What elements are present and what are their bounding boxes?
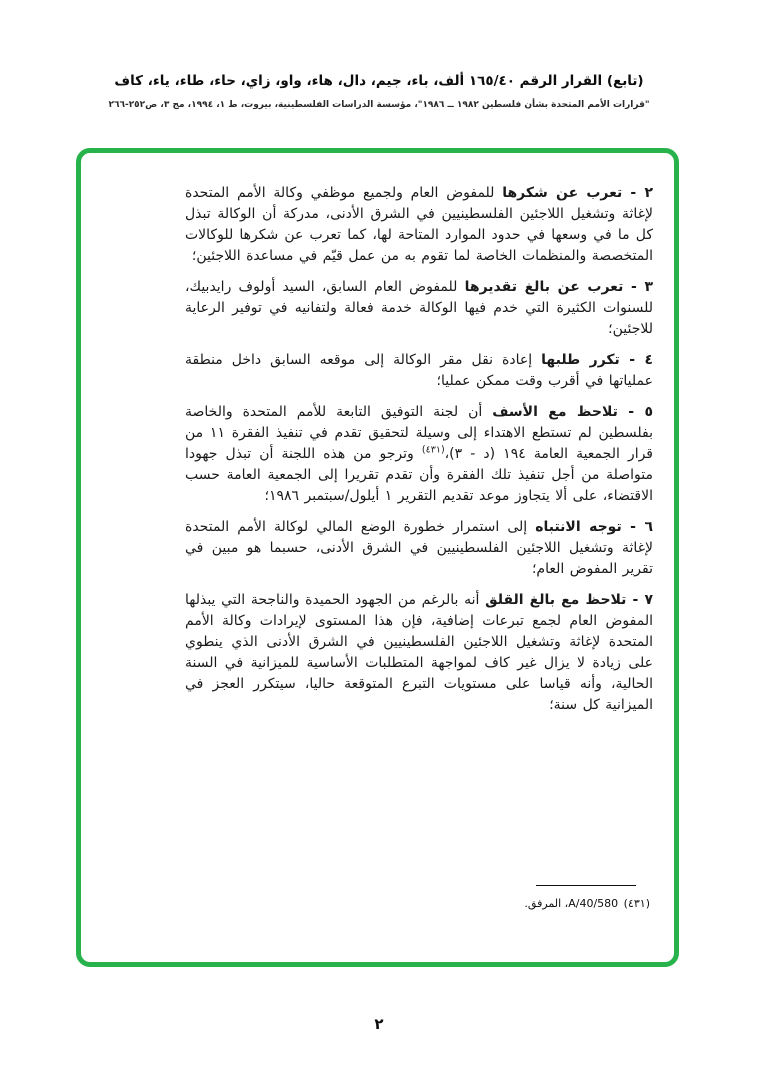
footnote-reference: (٤٣١) bbox=[421, 444, 445, 456]
resolution-title: (تابع) القرار الرقم ١٦٥/٤٠ ألف، باء، جيم، دال، هاء، واو، زاي، حاء، طاء، ياء، كاف bbox=[114, 73, 644, 89]
resolution-paragraph: ٧ - تلاحظ مع بالغ القلق أنه بالرغم من الجهود الحميدة والناجحة التي يبذلها المفوض العام لجمع تبرعات إضافية، فإن هذا المستوى لإيرادات وكالة الأمم المتحدة لإغاثة وتشغيل اللاجئين الفلسطينيين في الشرق الأدنى الذي ينطوي على زيادة لا يزال غير كاف لمواجهة المتطلبات الأساسية للميزانية في السنة الحالية، وأنه قياسا على مستويات التبرع المتوقعة حاليا، سيتكرر العجز في الميزانية كل سنة؛ bbox=[185, 592, 653, 713]
resolution-paragraph: ٣ - تعرب عن بالغ تقديرها للمفوض العام السابق، السيد أولوف رايدبيك، للسنوات الكثيرة التي خدم فيها الوكالة خدمة فعالة ولتفانيه في توفير الرعاية للاجئين؛ bbox=[185, 279, 653, 337]
page-number: ٢ bbox=[374, 1015, 384, 1033]
footnote-marker: (٤٣١) bbox=[623, 897, 650, 910]
footnote-document-symbol: A/40/580، المرفق. bbox=[524, 897, 619, 910]
resolution-paragraph: ٢ - تعرب عن شكرها للمفوض العام ولجميع موظفي وكالة الأمم المتحدة لإغاثة وتشغيل اللاجئين الفلسطينيين في الشرق الأدنى، مدركة أن الوكالة تبذل كل ما في وسعها في حدود الموارد المتاحة لها، كما تعرب عن شكرها للوكالات المتخصصة والمنظمات الخاصة لما تقوم به من عمل قيّم في مساعدة اللاجئين؛ bbox=[185, 185, 653, 264]
footnote-block bbox=[290, 885, 650, 910]
resolution-paragraph: ٤ - تكرر طلبها إعادة نقل مقر الوكالة إلى موقعه السابق داخل منطقة عملياتها في أقرب وقت ممكن عمليا؛ bbox=[185, 352, 653, 389]
footnote bbox=[290, 897, 650, 910]
source-citation: "قرارات الأمم المتحدة بشأن فلسطين ١٩٨٢ ــ ١٩٨٦"، مؤسسة الدراسات الفلسطينية، بيروت، ط ١، ١٩٩٤، مج ٣، ص٢٥٢-٢٦٦ bbox=[108, 100, 650, 110]
resolution-paragraph: ٥ - تلاحظ مع الأسف أن لجنة التوفيق التابعة للأمم المتحدة والخاصة بفلسطين لم تستطع الاهتداء إلى وسيلة لتحقيق تقدم في تنفيذ الفقرة ١١ من قرار الجمعية العامة ١٩٤ (د - ٣)،$^{(٤٣١)}$ وترجو من هذه اللجنة أن تبذل جهودا متواصلة من أجل تنفيذ تلك الفقرة وأن تقدم تقريرا إلى الجمعية العامة حسب الاقتضاء، على ألا يتجاوز موعد تقديم التقرير ١ أيلول/سبتمبر ١٩٨٦؛ bbox=[185, 404, 653, 504]
green-frame bbox=[76, 148, 679, 967]
resolution-paragraph: ٦ - توجه الانتباه إلى استمرار خطورة الوضع المالي لوكالة الأمم المتحدة لإغاثة وتشغيل اللاجئين الفلسطينيين في الشرق الأدنى، حسبما هو مبين في تقرير المفوض العام؛ bbox=[185, 519, 654, 577]
footnote-separator bbox=[536, 885, 636, 886]
resolution-body bbox=[185, 183, 653, 726]
